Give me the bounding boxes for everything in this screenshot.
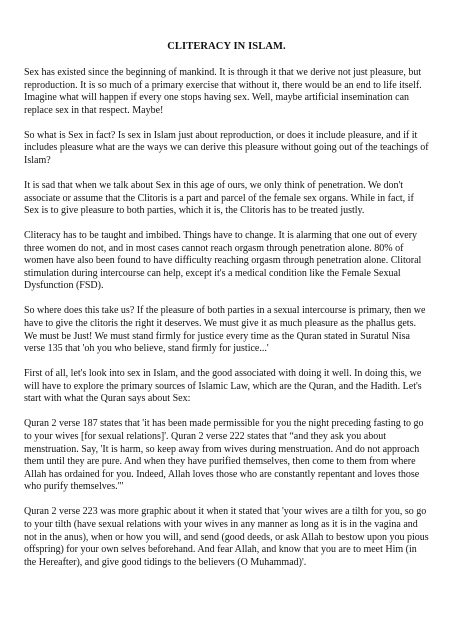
paragraph-penetration: It is sad that when we talk about Sex in this age of ours, we only think of penetration. We don't associate or assume that the Clitoris is a part and parcel of the female sex organs. While in fact, if Sex is to give pleasure to both parties, which it is, the Clitoris has to be treated justly. xyxy=(24,179,414,217)
paragraph-sources: First of all, let's look into sex in Islam, and the good associated with doing it well. In doing this, we will have to explore the primary sources of Islamic Law, which are the Quran, and the Hadith. Let's start with what the Quran says about Sex: xyxy=(24,368,422,405)
paragraph-quran-187-222: Quran 2 verse 187 states that 'it has been made permissible for you the night preceding fasting to go to your wives [for sexual relations]'. Quran 2 verse 222 states that “and they ask you about menstruation. Say, 'It is harm, so keep away from wives during menstruation. And do not approach them until they are pure. And when they have purified themselves, then come to them from where Allah has ordained for you. Indeed, Allah loves those who are constantly repentant and loves those who purify themselves."' xyxy=(24,418,424,493)
paragraph-quran-223: Quran 2 verse 223 was more graphic about it when it stated that 'your wives are a tilth for you, so go to your tilth (have sexual relations with your wives in any manner as long as it is in the vagina and not in the anus), when or how you will, and send (good deeds, or ask Allah to bestow upon you pious offspring) for your own selves beforehand. And fear Allah, and know that you are to meet Him (in the Hereafter), and give good tidings to the believers (O Muhammad)'. xyxy=(24,506,429,568)
paragraph-justice: So where does this take us? If the pleasure of both parties in a sexual intercourse is primary, then we have to give the clitoris the right it deserves. We must give it as much pleasure as the phallus gets. We must be Just! We must stand firmly for justice every time as the Quran stated in Suratul Nisa verse 135 that 'oh you who believe, stand firmly for justice...' xyxy=(24,305,426,355)
document-title: CLITERACY IN ISLAM. xyxy=(167,41,286,52)
paragraph-cliteracy: Cliteracy has to be taught and imbibed. Things have to change. It is alarming that one out of every three women do not, and in most cases cannot reach orgasm through penetration alone. 80% of women have also been found to have difficulty reaching orgasm through penetration alone. Clitoral stimulation during intercourse can help, except it's a medical condition like the Female Sexual Dysfunction (FSD). xyxy=(24,230,422,292)
paragraph-what-is-sex: So what is Sex in fact? Is sex in Islam just about reproduction, or does it include pleasure, and if it includes pleasure what are the ways we can derive this pleasure without going out of the teachings of Islam? xyxy=(24,129,429,166)
paragraph-intro: Sex has existed since the beginning of mankind. It is through it that we derive not just pleasure, but reproduction. It is so much of a primary exercise that without it, there would be an end to life itself. Imagine what will happen if every one stops having sex. Well, maybe artificial insemination can replace sex in that respect. Maybe! xyxy=(24,67,422,116)
